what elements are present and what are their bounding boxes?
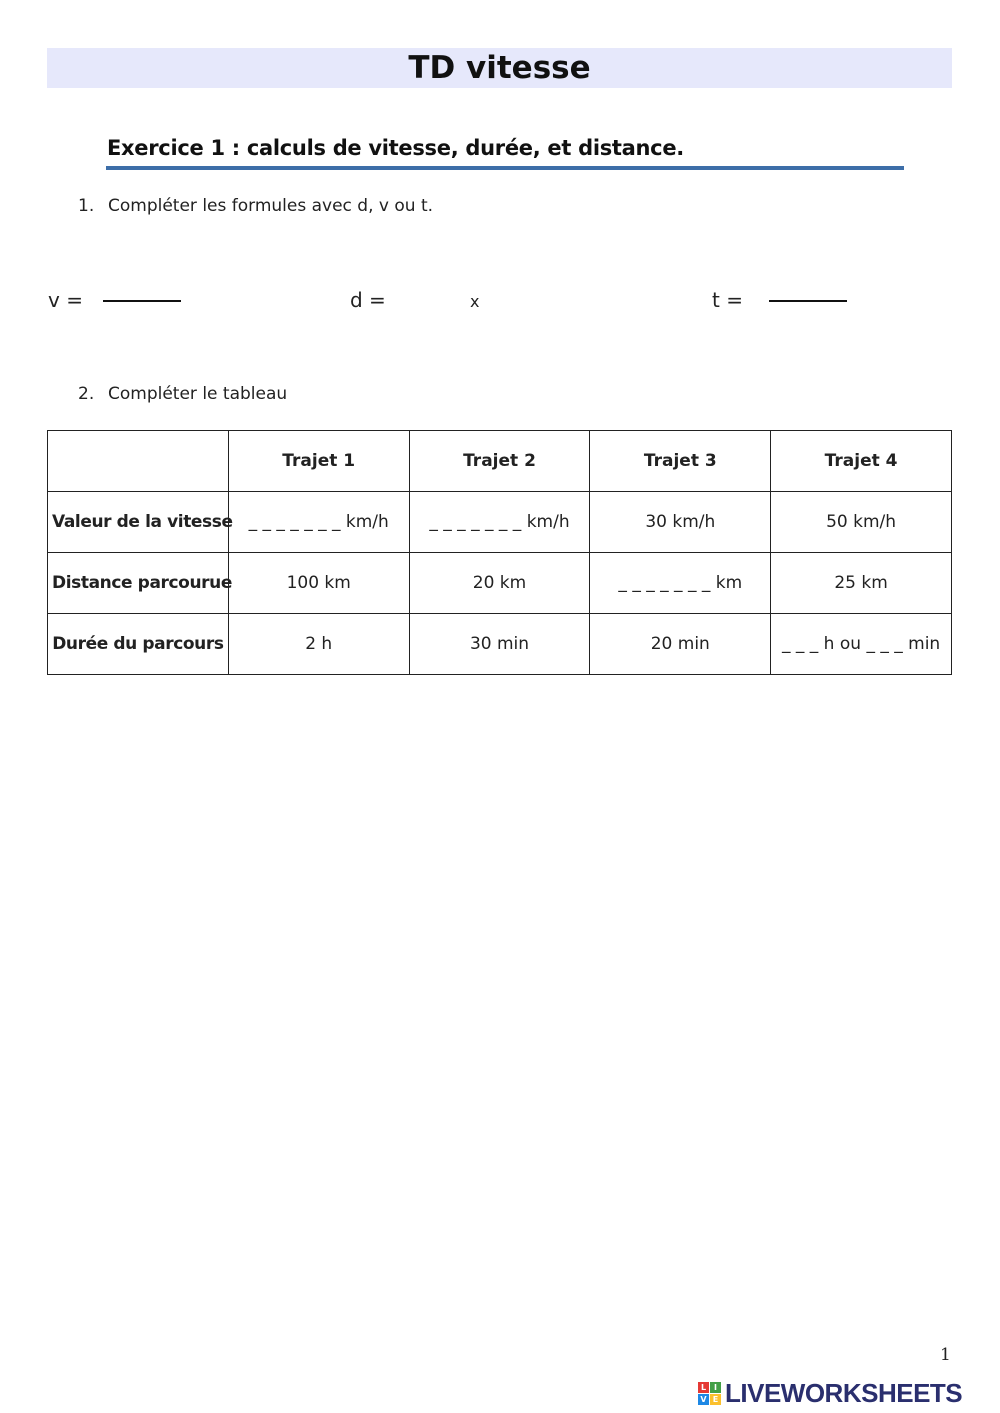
cell-vitesse-trajet-2[interactable]: _ _ _ _ _ _ _ km/h: [409, 492, 590, 553]
question-1-number: 1.: [78, 196, 95, 216]
page-number: 1: [940, 1345, 951, 1365]
question-2-text: Compléter le tableau: [108, 384, 288, 404]
liveworksheets-logo-text: LIVEWORKSHEETS: [725, 1377, 963, 1408]
table-row-vitesse: [48, 492, 952, 553]
speed-table: [47, 430, 952, 675]
page-title: TD vitesse: [47, 48, 952, 88]
formula-d-label: d =: [350, 288, 386, 312]
question-2-number: 2.: [78, 384, 95, 404]
formula-t-blank[interactable]: [769, 300, 847, 302]
table-row-duree: [48, 614, 952, 675]
heading-underline: [106, 166, 904, 170]
table-header-empty: [48, 431, 229, 492]
row-label-vitesse: Valeur de la vitesse: [48, 492, 229, 553]
table-header-trajet-2: Trajet 2: [409, 431, 590, 492]
liveworksheets-logo: [698, 1378, 962, 1408]
question-1-text: Compléter les formules avec d, v ou t.: [108, 196, 434, 216]
cell-duree-trajet-4[interactable]: _ _ _ h ou _ _ _ min: [771, 614, 952, 675]
logo-mark-v: V: [698, 1394, 709, 1405]
cell-vitesse-trajet-4: 50 km/h: [771, 492, 952, 553]
cell-distance-trajet-1: 100 km: [228, 553, 409, 614]
cell-vitesse-trajet-3: 30 km/h: [590, 492, 771, 553]
formula-d-operator: x: [470, 292, 480, 311]
logo-mark-i: I: [710, 1382, 721, 1393]
formula-v-label: v =: [48, 288, 83, 312]
cell-distance-trajet-4: 25 km: [771, 553, 952, 614]
table-header-trajet-3: Trajet 3: [590, 431, 771, 492]
formula-v-blank[interactable]: [103, 300, 181, 302]
table-header-trajet-1: Trajet 1: [228, 431, 409, 492]
cell-duree-trajet-3: 20 min: [590, 614, 771, 675]
table-row-distance: [48, 553, 952, 614]
cell-distance-trajet-3[interactable]: _ _ _ _ _ _ _ km: [590, 553, 771, 614]
table-header-trajet-4: Trajet 4: [771, 431, 952, 492]
row-label-duree: Durée du parcours: [48, 614, 229, 675]
table-header-row: [48, 431, 952, 492]
formula-t-label: t =: [712, 288, 743, 312]
cell-duree-trajet-1: 2 h: [228, 614, 409, 675]
logo-mark-e: E: [710, 1394, 721, 1405]
row-label-distance: Distance parcourue: [48, 553, 229, 614]
exercise-heading: Exercice 1 : calculs de vitesse, durée, et distance.: [107, 136, 684, 160]
liveworksheets-logo-icon: [698, 1382, 721, 1405]
cell-duree-trajet-2: 30 min: [409, 614, 590, 675]
cell-vitesse-trajet-1[interactable]: _ _ _ _ _ _ _ km/h: [228, 492, 409, 553]
logo-mark-l: L: [698, 1382, 709, 1393]
cell-distance-trajet-2: 20 km: [409, 553, 590, 614]
